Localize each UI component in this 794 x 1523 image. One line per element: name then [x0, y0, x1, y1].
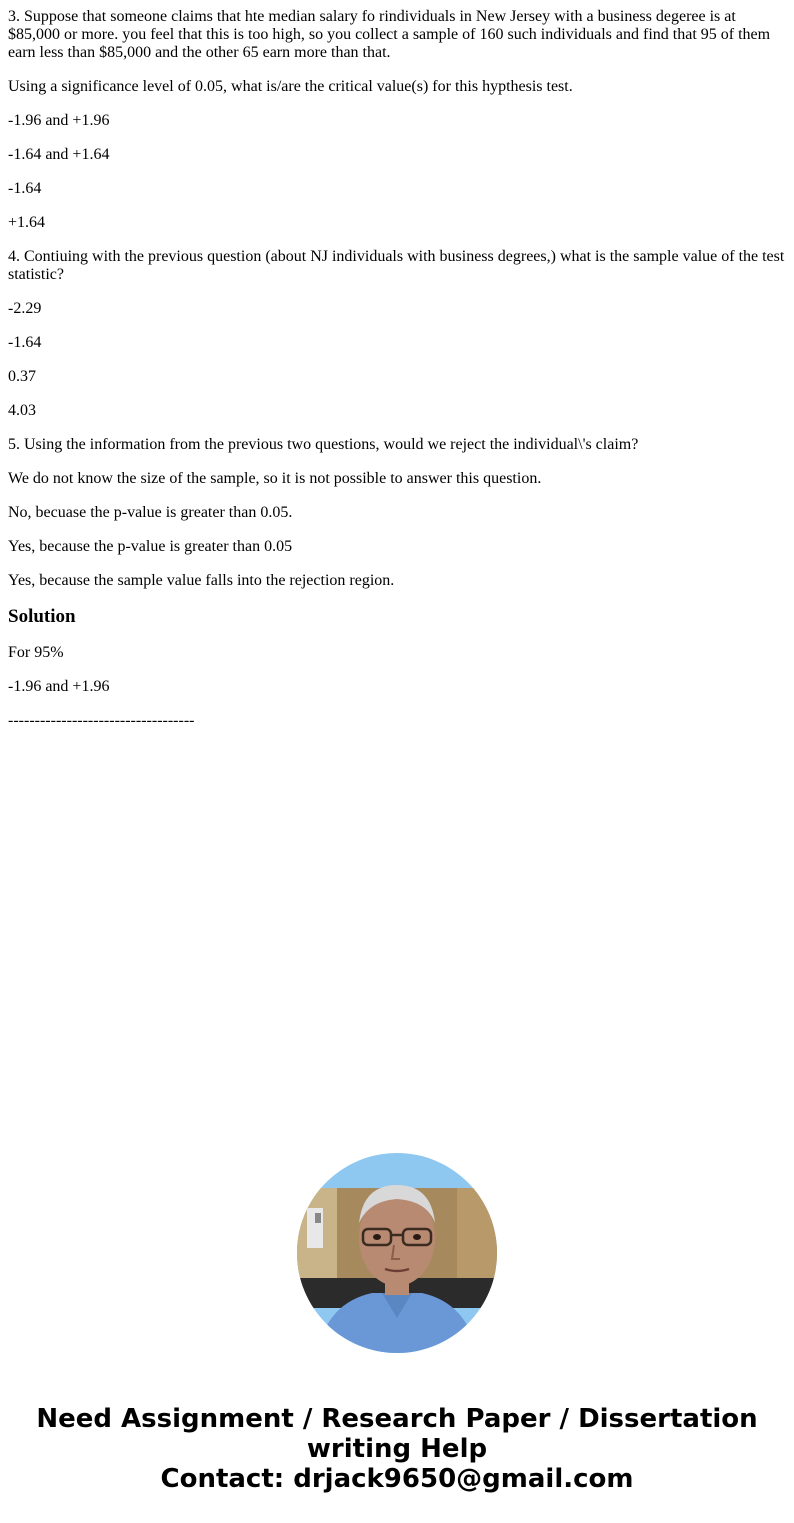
- question-3-prompt: Using a significance level of 0.05, what is/are the critical value(s) for this hypthesis test.: [8, 78, 573, 95]
- question-5-text: 5. Using the information from the previous two questions, would we reject the individual\'s claim?: [8, 436, 639, 453]
- question-3-option-2: -1.64 and +1.64: [8, 146, 110, 163]
- footer-contact: [0, 1404, 794, 1494]
- question-4-option-1: -2.29: [8, 300, 42, 317]
- question-5-option-2: No, becuase the p-value is greater than 0.05.: [8, 504, 293, 521]
- footer-contact-line: Contact: drjack9650@gmail.com: [160, 1464, 634, 1494]
- footer-line-1: Need Assignment / Research Paper / Dissertation: [36, 1404, 758, 1434]
- solution-heading: Solution: [8, 606, 76, 627]
- author-photo-icon: [297, 1153, 497, 1353]
- solution-line-1: For 95%: [8, 644, 64, 661]
- question-3-option-3: -1.64: [8, 180, 42, 197]
- question-4-option-3: 0.37: [8, 368, 36, 385]
- footer-line-2: writing Help: [306, 1434, 488, 1464]
- question-3-option-4: +1.64: [8, 214, 46, 231]
- document-body: [8, 8, 786, 746]
- solution-separator: -----------------------------------: [8, 712, 195, 729]
- question-4-text: 4. Contiuing with the previous question (about NJ individuals with business degrees,) what is the sample value of the test statistic?: [8, 248, 785, 283]
- question-5-option-1: We do not know the size of the sample, so it is not possible to answer this question.: [8, 470, 542, 487]
- question-4-option-2: -1.64: [8, 334, 42, 351]
- question-5-option-4: Yes, because the sample value falls into the rejection region.: [8, 572, 395, 589]
- solution-line-2: -1.96 and +1.96: [8, 678, 110, 695]
- question-3-text: 3. Suppose that someone claims that hte median salary fo rindividuals in New Jersey with a business degeree is at $85,000 or more. you feel that this is too high, so you collect a sample of 160 such individuals and find that 95 of them earn less than $85,000 and the other 65 earn more than that.: [8, 8, 771, 61]
- author-avatar: [297, 1153, 497, 1353]
- question-4-option-4: 4.03: [8, 402, 36, 419]
- question-3-option-1: -1.96 and +1.96: [8, 112, 110, 129]
- question-5-option-3: Yes, because the p-value is greater than 0.05: [8, 538, 293, 555]
